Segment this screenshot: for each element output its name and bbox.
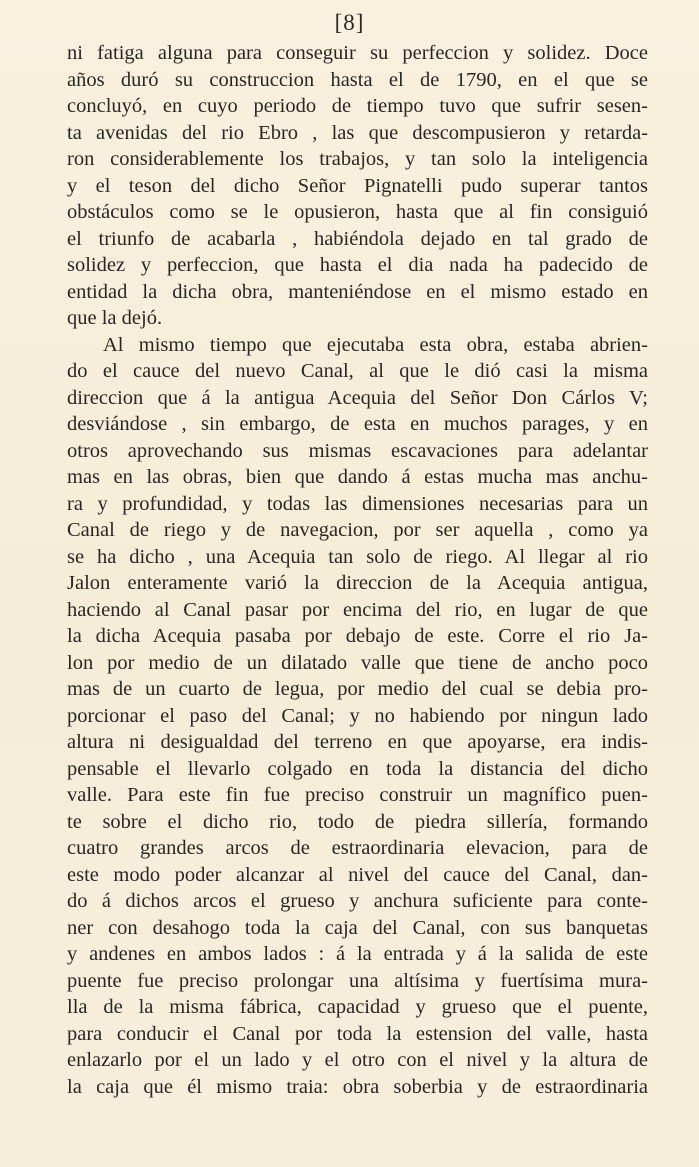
text-line: te sobre el dicho rio, todo de piedra sillería, formando (67, 810, 648, 833)
text-line: el triunfo de acabarla , habiéndola dejado en tal grado de (67, 227, 648, 250)
text-line: la caja que él mismo traia: obra soberbia y de estraordinaria (67, 1075, 648, 1098)
text-line: puente fue preciso prolongar una altísima y fuertísima mura- (67, 969, 648, 992)
text-line: años duró su construccion hasta el de 1790, en el que se (67, 68, 648, 91)
text-line: Canal de riego y de navegacion, por ser aquella , como ya (67, 519, 648, 541)
text-line: pensable el llevarlo colgado en toda la distancia del dicho (67, 757, 648, 780)
text-line: concluyó, en cuyo periodo de tiempo tuvo que sufrir sesen- (67, 95, 648, 117)
text-line: enlazarlo por el un lado y el otro con el nivel y la altura de (67, 1049, 648, 1071)
text-line: la dicha Acequia pasaba por debajo de este. Corre el rio Ja- (67, 625, 648, 647)
text-line: altura ni desigualdad del terreno en que apoyarse, era indis- (67, 731, 648, 753)
text-line: ron considerablemente los trabajos, y tan solo la inteligencia (67, 148, 648, 170)
text-line: otros aprovechando sus mismas escavaciones para adelantar (67, 439, 648, 462)
text-line: Jalon enteramente varió la direccion de la Acequia antigua, (67, 572, 648, 594)
text-line: ni fatiga alguna para conseguir su perfeccion y solidez. Doce (67, 42, 648, 64)
text-line: entidad la dicha obra, manteniéndose en el mismo estado en (67, 280, 648, 303)
text-line: ta avenidas del rio Ebro , las que descompusieron y retarda- (67, 121, 648, 144)
text-line: mas en las obras, bien que dando á estas mucha mas anchu- (67, 466, 648, 488)
text-line: ra y profundidad, y todas las dimensiones necesarias para un (67, 492, 648, 515)
page-number: [8] (334, 10, 365, 35)
text-line: do el cauce del nuevo Canal, al que le dió casi la misma (67, 360, 648, 382)
text-line: direccion que á la antigua Acequia del Señor Don Cárlos V; (67, 386, 648, 409)
text-line: lla de la misma fábrica, capacidad y grueso que el puente, (67, 996, 648, 1018)
text-line: que la dejó. (67, 307, 163, 329)
text-line: mas de un cuarto de legua, por medio del cual se debia pro- (67, 678, 648, 700)
paragraph-1 (67, 40, 648, 332)
body-text (67, 40, 648, 1100)
text-line: haciendo al Canal pasar por encima del rio, en lugar de que (67, 598, 648, 621)
text-line: este modo poder alcanzar al nivel del cauce del Canal, dan- (67, 863, 648, 886)
text-line: y andenes en ambos lados : á la entrada y á la salida de este (67, 943, 648, 965)
text-line: obstáculos como se le opusieron, hasta que al fin consiguió (67, 201, 648, 223)
text-line: cuatro grandes arcos de estraordinaria elevacion, para de (67, 837, 648, 859)
text-line: Al mismo tiempo que ejecutaba esta obra, estaba abrien- (103, 333, 648, 356)
text-line: do á dichos arcos el grueso y anchura suficiente para conte- (67, 890, 648, 912)
text-line: se ha dicho , una Acequia tan solo de riego. Al llegar al rio (67, 545, 648, 568)
text-line: valle. Para este fin fue preciso construir un magnífico puen- (67, 784, 648, 806)
text-line: lon por medio de un dilatado valle que tiene de ancho poco (67, 651, 648, 674)
paragraph-2 (67, 332, 648, 1101)
text-line: ner con desahogo toda la caja del Canal, con sus banquetas (67, 916, 648, 939)
text-line: y el teson del dicho Señor Pignatelli pudo superar tantos (67, 174, 648, 197)
text-line: solidez y perfeccion, que hasta el dia nada ha padecido de (67, 254, 648, 276)
text-line: para conducir el Canal por toda la estension del valle, hasta (67, 1022, 648, 1045)
text-line: desviándose , sin embargo, de esta en muchos parages, y en (67, 413, 648, 435)
text-line: porcionar el paso del Canal; y no habiendo por ningun lado (67, 704, 648, 727)
